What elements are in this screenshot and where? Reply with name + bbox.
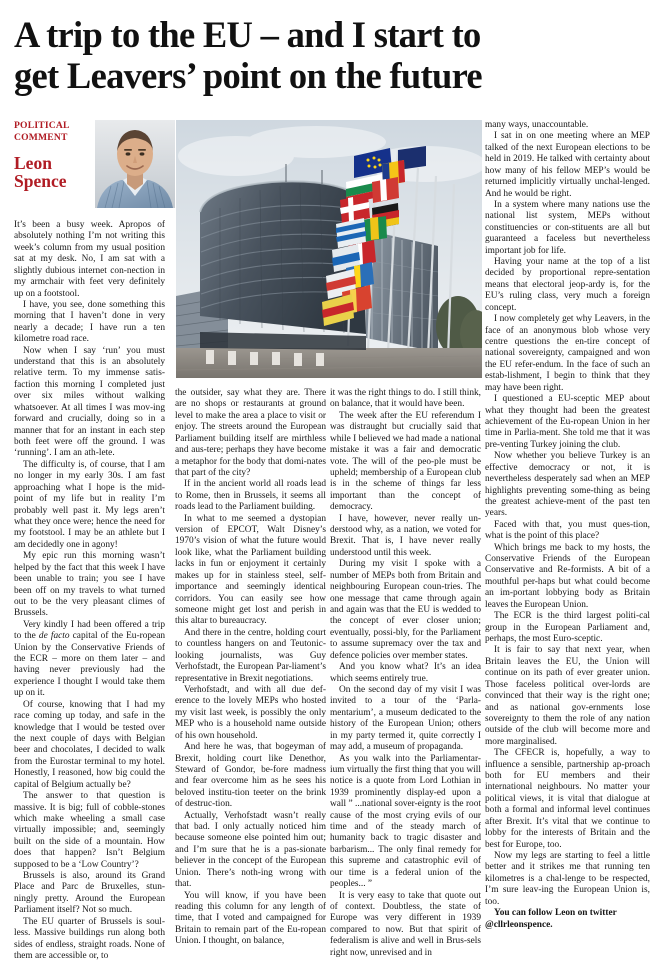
body-paragraph: I sat in on one meeting where an MEP talked of the next European elections to be held in 2019. He talked with certainty about how many of his fellow MEP’s would be returned implicitly virtually unchal-lenged. And he would be right. [485, 131, 650, 199]
body-paragraph: And there in the centre, holding court to countless hangers on and Teutonic-looking journalists, was Guy Verhofstadt, the European Par-liament’s representative in Brexit negotiations. [175, 627, 326, 684]
body-paragraph: Faced with that, you must ques-tion, what is the point of this place? [485, 519, 650, 542]
newspaper-page [14, 14, 650, 961]
body-paragraph: And here he was, that bogeyman of Brexit, holding court like Denethor, Steward of Gondor, be-fore madness and fear overcome him as he sees his beloved institu-tion teeter on the brink of destruc-tion. [175, 742, 326, 810]
body-paragraph: many ways, unaccountable. [485, 120, 589, 130]
body-paragraph: My epic run this morning wasn’t helped by the fact that this week I have been unable to train; you see I have been off on my travels to what turned out to be the very pleasant climes of Brussels. [14, 551, 165, 619]
body-paragraph: The CFECR is, hopefully, a way to influence a sensible, partnership ap-proach both for EU members and their international neighbours. No matter your political views, it is vital that dialogue at both a formal and informal level continues after Brexit. It’s vital that we continue to lobby for the interests of Britain and the best for Europe, too. [485, 748, 650, 850]
body-paragraph: The answer to that question is massive. It is big; full of cobble-stones which make wheeling a small case virtually impossible; and, seemingly built on the side of a mountain. How does that happen? Isn’t Belgium supposed to be a ‘Low Country’? [14, 791, 165, 870]
headline-line-1: A trip to the EU – and I start to [14, 14, 481, 55]
body-paragraph: Now whether you believe Turkey is an effective democracy or not, it is nevertheless desperately sad when an MEP highlights preventing some-thing as being the greatest achieve-ment of the past ten years. [485, 451, 650, 519]
author-signoff: You can follow Leon on twitter @cllrleonspence. [485, 908, 617, 930]
text-column-3 [330, 388, 481, 958]
body-paragraph: Now when I say ‘run’ you must understand that this is an absolutely relative term. To my immense satis-faction this morning I completed just over six miles without walking whatsoever. At all times I was mov-ing forward and crucially, doing so in a manner that for an instant in each step both feet were off the ground. I was ‘running’. I am an ath-lete. [14, 345, 165, 459]
body-paragraph: It’s been a busy week. Apropos of absolutely nothing I’m not writing this week’s column from my usual position sat at my desk. No, I am sat with a slightly dubious internet con-nection in my armchair with feet very definitely up on a footstool. [14, 220, 165, 299]
emphasis-text: de facto [38, 631, 70, 642]
author-last-name: Spence [14, 171, 67, 192]
body-paragraph: Actually, Verhofstadt wasn’t really that bad. I only actually noticed him because someone else pointed him out; and I’m sure that he is a pas-sionate believer in the concept of the European Union. There’s noth-ing wrong with that. [175, 810, 326, 890]
body-paragraph: Brussels is also, around its Grand Place and Parc de Bruxelles, stun-ningly pretty. Around the European Parliament itself? Not so much. [14, 871, 165, 916]
body-paragraph: I have, however, never really un-derstood why, as a nation, we voted for Brexit. That is, I have never really understood until this week. [330, 513, 481, 558]
body-paragraph: The difficulty is, of course, that I am no longer in my early 30s. I am fast approaching what I hope is the mid-point of my life but in reality I’m probably well past it. My legs aren’t what they once were; hence the need for my footstool. I may be an athlete but I am decidedly one in agony! [14, 459, 165, 550]
article-body [14, 14, 650, 961]
body-paragraph: It is fair to say that next year, when Britain leaves the EU, the Union will continue on its path of ever greater union. Those faceless political over-lords are convinced that their way is the right one; and as national gov-ernments lose sovereignty to them the role of any nation outside of the club will become more and more marginalised. [485, 645, 650, 747]
body-paragraph: Now my legs are starting to feel a little better and it strikes me that running ten kilometres is a chal-lenge to be respected, I’m sure leav-ing the European Union is, too. [485, 851, 650, 907]
body-paragraph: Which brings me back to my hosts, the Conservative Friends of the European Conservative and Re-formists. A bit of a mouthful per-haps but what could become an im-portant lobbying body as Britain leaves the European Union. [485, 542, 650, 610]
body-paragraph: It is very easy to take that quote out of context. Doubtless, the state of Europe was very different in 1939 compared to now. But that spirit of federalism is alive and well in Brus-sels right now, unrevised and in [330, 890, 481, 958]
body-paragraph: You will know, if you have been reading this column for any length of time, that I voted and campaigned for Britain to remain part of the Eu-ropean Union. I thought, on balance, [175, 890, 326, 947]
body-paragraph: In a system where many nations use the national list system, MEPs without constituencies or con-stituents are all but guaranteed a faceless but nevertheless important job for life. [485, 199, 650, 256]
body-paragraph: The EU quarter of Brussels is soul-less. Massive buildings run along both sides of endless, straight roads. None of them are accessible or, to [14, 916, 165, 961]
author-first-name: Leon [14, 152, 52, 173]
text-column-1 [14, 220, 166, 961]
body-paragraph: it was the right things to do. I still think, on balance, that it would have been. [330, 388, 481, 410]
body-paragraph: Having your name at the top of a list decided by proportional repre-sentation means that electoral jeop-ardy is, for the EU’s ruling class, very much a foreign concept. [485, 257, 650, 313]
text-column-4 [485, 120, 650, 954]
body-paragraph: The ECR is the third largest politi-cal group in the European Parliament and, perhaps, the most Euro-sceptic. [485, 611, 650, 644]
body-paragraph: I have, you see, done something this morning that I haven’t done in very nearly a decade; I have run a ten kilometre road race. [14, 299, 165, 345]
body-paragraph: Of course, knowing that I had my race coming up today, and safe in the knowledge that I would be tested over the next couple of days with Belgian beer and chocolates, I decided to walk from the Eurostar terminal to my hotel. Honestly, I reasoned, how big could the capital of Belgium actually be? [14, 699, 165, 790]
body-paragraph: I questioned a EU-sceptic MEP about what they thought had been the greatest achievement of the Eu-ropean Union in her time in Parlia-ment. She told me that it was pre-venting Turkey joining the club. [485, 394, 650, 450]
body-paragraph: If in the ancient world all roads lead to Rome, then in Brussels, it seems all roads lead to the Parliament building. [175, 479, 326, 513]
body-paragraph: Verhofstadt, and with all due def-erence to the lovely MEPs who hosted my visit last week, is possibly the only MEP who is a household name outside of his own household. [175, 684, 326, 741]
kicker-line-2: COMMENT [14, 132, 68, 144]
body-paragraph: On the second day of my visit I was invited to a tour of the ‘Parla-mentarium’, a museum dedicated to the history of the European Union; others in my party termed it, quite correctly I may add, a museum of propaganda. [330, 684, 481, 753]
body-paragraph: And you know what? It’s an idea which seems entirely true. [330, 662, 481, 684]
body-paragraph: During my visit I spoke with a number of MEPs both from Britain and neighbouring European coun-tries. The one message that came through again and again was that the EU is wedded to the concept of ever closer union; eventually, possi-bly, for the Parliament to assume supremacy over the tax and defence policies over member states. [330, 559, 481, 661]
body-paragraph: the outsider, say what they are. There are no shops or restaurants at ground level to make the area a place to visit or enjoy. The streets around the European Parliament building itself are mirthless and aus-tere; perhaps they have become a metaphor for the body that domi-nates that part of the city? [175, 388, 326, 478]
body-paragraph: In what to me seemed a dystopian version of EPCOT, Walt Disney’s 1970’s vision of what the future would look like, what the Parliament building lacks in fun or enjoyment it certainly makes up for in stainless steel, self-importance and seemingly identical corridors. You can easily see how someone might get lost and perish in this altar to bureaucracy. [175, 513, 326, 627]
body-paragraph: I now completely get why Leavers, in the face of an anonymous blob whose very centre questions the en-tire concept of national sovereignty, campaigned and won the EU refer-endum. In the face of such an estab-lishment, I begin to think that they may have been right. [485, 314, 650, 393]
body-paragraph: Very kindly I had been offered a trip to the de facto capital of the Eu-ropean Union by the Conservative Friends of the ECR – more on them later – and having never previously had the experience I thought I would take them up on it. [14, 619, 166, 699]
text-column-2 [175, 388, 326, 954]
body-paragraph: The week after the EU referendum I was distraught but crucially said that while I believed we had made a national mistake it was a fair and democratic vote. The will of the peo-ple must be upheld; membership of a European club is in the scheme of things far less important than the concept of democracy. [330, 410, 481, 513]
headline-line-2: get Leavers’ point on the future [14, 55, 482, 97]
kicker-line-1: POLITICAL [14, 120, 70, 131]
body-paragraph: As you walk into the Parliamentar-ium virtually the first thing that you will notice is a quote from Lord Lothian in 1939 prominently display-ed upon a wall ” ...national sover-eignty is the root cause of the most crying evils of our time and of the steady march of humanity back to tragic disaster and barbarism... The only final remedy for this supreme and catastrophic evil of our time is a federal union of the peoples... ” [330, 753, 481, 890]
